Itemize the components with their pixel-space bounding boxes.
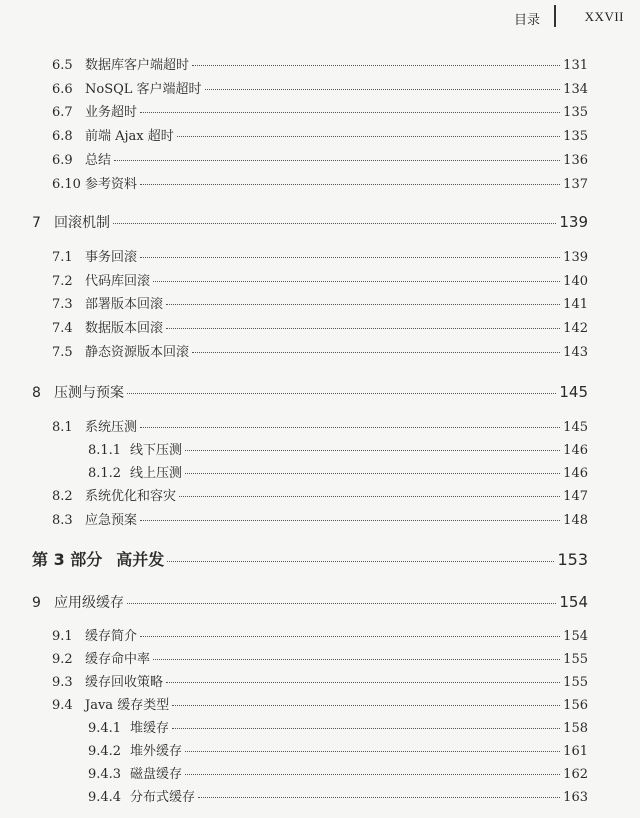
toc-entry-title: NoSQL 客户端超时: [85, 82, 202, 97]
dot-leader: [205, 89, 561, 90]
toc-entry-number: 8.2: [52, 489, 73, 504]
toc-entry[interactable]: [88, 439, 588, 458]
toc-entry-number: 7.5: [52, 345, 73, 360]
dot-leader: [185, 473, 560, 474]
dot-leader: [140, 427, 560, 428]
toc-entry-number: 6.5: [52, 58, 73, 73]
dot-leader: [166, 304, 560, 305]
toc-entry[interactable]: [88, 763, 588, 782]
dot-leader: [192, 352, 560, 353]
toc-entry-title: 压测与预案: [54, 385, 124, 401]
dot-leader: [140, 636, 560, 637]
toc-entry[interactable]: [52, 317, 588, 336]
toc-entry-number: 6.7: [52, 105, 73, 120]
toc-entry-title: 高并发: [116, 550, 165, 569]
toc-entry-number: 9.4.3: [88, 767, 122, 782]
toc-entry-number: 8.3: [52, 513, 73, 528]
toc-entry-title: 数据版本回滚: [85, 321, 164, 336]
toc-entry-title: 业务超时: [85, 105, 138, 120]
toc-entry-title: 事务回滚: [85, 250, 138, 265]
toc-entry[interactable]: [88, 740, 588, 759]
dot-leader: [127, 603, 556, 604]
toc-entry-number: 6.8: [52, 129, 73, 144]
toc-entry-title: 分布式缓存: [130, 790, 196, 805]
toc-entry-number: 9: [32, 595, 41, 611]
toc-entry-page: 158: [563, 721, 588, 736]
toc-entry-page: 154: [563, 629, 588, 644]
toc-entry-title: 系统压测: [85, 420, 138, 435]
toc-entry-number: 8: [32, 385, 41, 401]
toc-entry-number: 9.4.1: [88, 721, 122, 736]
running-head-section: 目录: [513, 13, 540, 28]
toc-entry-page: 155: [563, 652, 588, 667]
toc-entry-title: 线下压测: [130, 443, 183, 458]
toc-entry-page: 155: [563, 675, 588, 690]
toc-chapter-entry[interactable]: [32, 212, 588, 232]
toc-entry[interactable]: [52, 270, 588, 289]
toc-entry-page: 163: [563, 790, 588, 805]
toc-entry-page: 137: [563, 177, 588, 192]
toc-entry-title: 系统优化和容灾: [85, 489, 177, 504]
toc-entry[interactable]: [88, 462, 588, 481]
toc-entry[interactable]: [52, 509, 588, 528]
dot-leader: [153, 659, 560, 660]
dot-leader: [177, 136, 560, 137]
toc-entry-title: 磁盘缓存: [130, 767, 183, 782]
toc-entry[interactable]: [52, 101, 588, 120]
toc-entry[interactable]: [52, 293, 588, 312]
toc-entry-title: 参考资料: [85, 177, 138, 192]
toc-entry[interactable]: [52, 149, 588, 168]
toc-entry-page: 162: [563, 767, 588, 782]
toc-part-entry[interactable]: [32, 547, 588, 570]
toc-entry-number: 8.1.1: [88, 443, 122, 458]
toc-entry-page: 146: [563, 466, 588, 481]
dot-leader: [140, 520, 560, 521]
toc-entry-page: 143: [563, 345, 588, 360]
toc-entry-title: 线上压测: [130, 466, 183, 481]
toc-entry-title: 缓存简介: [85, 629, 138, 644]
toc-entry-title: 应用级缓存: [54, 595, 124, 611]
toc-entry-page: 145: [563, 420, 588, 435]
toc-entry[interactable]: [52, 694, 588, 713]
toc-entry-page: 141: [563, 297, 588, 312]
toc-entry[interactable]: [88, 786, 588, 805]
toc-entry[interactable]: [88, 717, 588, 736]
dot-leader: [140, 112, 560, 113]
toc-entry-page: 135: [563, 129, 588, 144]
toc-entry-page: 161: [563, 744, 588, 759]
dot-leader: [179, 496, 560, 497]
toc-entry[interactable]: [52, 173, 588, 192]
toc-entry[interactable]: [52, 78, 588, 97]
toc-entry-number: 9.4.4: [88, 790, 122, 805]
toc-entry-number: 9.4: [52, 698, 73, 713]
toc-entry-number: 6.10: [52, 177, 81, 192]
toc-entry-page: 142: [563, 321, 588, 336]
toc-entry-page: 147: [563, 489, 588, 504]
toc-entry-page: 148: [563, 513, 588, 528]
dot-leader: [127, 393, 556, 394]
toc-entry-number: 7.2: [52, 274, 73, 289]
toc-entry-number: 7.1: [52, 250, 73, 265]
dot-leader: [172, 705, 560, 706]
dot-leader: [167, 561, 554, 562]
toc-entry-number: 9.4.2: [88, 744, 122, 759]
toc-entry-number: 9.1: [52, 629, 73, 644]
dot-leader: [113, 223, 556, 224]
dot-leader: [192, 65, 560, 66]
dot-leader: [198, 797, 560, 798]
toc-entry[interactable]: [52, 125, 588, 144]
toc-entry-page: 154: [559, 593, 588, 611]
toc-entry-title: 缓存回收策略: [85, 675, 164, 690]
dot-leader: [140, 257, 560, 258]
dot-leader: [140, 184, 560, 185]
dot-leader: [166, 682, 560, 683]
running-head-divider: [554, 5, 556, 27]
toc-entry[interactable]: [52, 648, 588, 667]
toc-entry-number: 第 3 部分: [32, 550, 103, 569]
dot-leader: [172, 728, 560, 729]
toc-entry-page: 140: [563, 274, 588, 289]
toc-entry-title: 缓存命中率: [85, 652, 151, 667]
toc-entry[interactable]: [52, 246, 588, 265]
toc-entry-page: 153: [557, 550, 588, 569]
dot-leader: [185, 450, 560, 451]
toc-chapter-entry[interactable]: [32, 382, 588, 402]
toc-entry-title: 堆外缓存: [130, 744, 183, 759]
dot-leader: [185, 774, 560, 775]
toc-entry-page: 139: [563, 250, 588, 265]
toc-entry-title: 前端 Ajax 超时: [85, 129, 174, 144]
toc-entry[interactable]: [52, 416, 588, 435]
toc-entry[interactable]: [52, 341, 588, 360]
toc-entry-title: 数据库客户端超时: [85, 58, 190, 73]
toc-entry[interactable]: [52, 671, 588, 690]
toc-entry-title: 代码库回滚: [85, 274, 151, 289]
toc-entry[interactable]: [52, 54, 588, 73]
dot-leader: [114, 160, 560, 161]
toc-chapter-entry[interactable]: [32, 592, 588, 612]
toc-entry[interactable]: [52, 625, 588, 644]
toc-entry-title: 静态资源版本回滚: [85, 345, 190, 360]
toc-entry-number: 6.6: [52, 82, 73, 97]
toc-entry-number: 8.1: [52, 420, 73, 435]
toc-entry-title: 回滚机制: [54, 215, 110, 231]
page-header: [0, 0, 640, 38]
toc-entry-number: 9.2: [52, 652, 73, 667]
toc-entry-title: 应急预案: [85, 513, 138, 528]
toc-entry-page: 146: [563, 443, 588, 458]
toc-entry-number: 6.9: [52, 153, 73, 168]
toc-entry-page: 135: [563, 105, 588, 120]
toc-entry-page: 156: [563, 698, 588, 713]
toc-entry-title: 总结: [85, 153, 112, 168]
toc-entry-page: 136: [563, 153, 588, 168]
toc-entry-number: 7.4: [52, 321, 73, 336]
toc-entry-page: 131: [563, 58, 588, 73]
toc-entry-page: 139: [559, 213, 588, 231]
toc-entry-title: 部署版本回滚: [85, 297, 164, 312]
toc-entry-number: 9.3: [52, 675, 73, 690]
toc-entry-number: 7.3: [52, 297, 73, 312]
toc-entry-number: 7: [32, 215, 41, 231]
running-head-page-number: XXVII: [584, 9, 624, 24]
toc-entry-number: 8.1.2: [88, 466, 122, 481]
dot-leader: [185, 751, 560, 752]
toc-entry[interactable]: [52, 485, 588, 504]
toc-entry-title: 堆缓存: [130, 721, 170, 736]
toc-entry-page: 145: [559, 383, 588, 401]
toc-entry-title: Java 缓存类型: [85, 698, 170, 713]
toc-entry-page: 134: [563, 82, 588, 97]
dot-leader: [153, 281, 560, 282]
dot-leader: [166, 328, 560, 329]
